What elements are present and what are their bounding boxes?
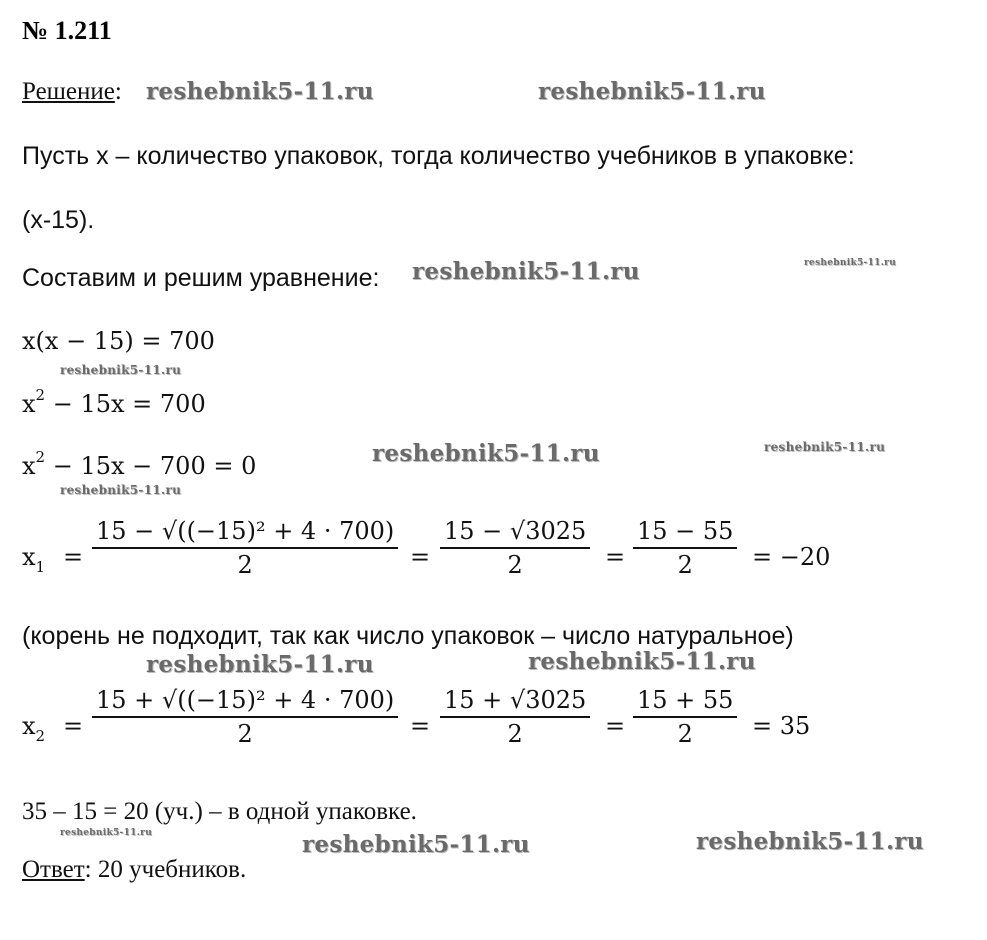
- x1-numerator-1: 15 − √((−15)² + 4 · 700): [96, 517, 395, 545]
- watermark: reshebnik5-11.ru: [146, 651, 374, 678]
- x1-numerator-3: 15 − 55: [637, 517, 734, 545]
- answer-text: : 20 учебников.: [84, 856, 247, 883]
- compose-line: Составим и решим уравнение:: [22, 264, 380, 292]
- x2-label: [22, 712, 46, 745]
- x2-sub: 2: [35, 727, 46, 745]
- x1-denominator-1: 2: [237, 551, 253, 579]
- answer-label: Ответ: [22, 856, 85, 883]
- x1-result: = −20: [752, 543, 831, 571]
- watermark: reshebnik5-11.ru: [528, 648, 756, 675]
- eq2-exponent: 2: [35, 386, 46, 404]
- x1-fraction-3: [633, 517, 737, 579]
- x2-eq-sign-2: =: [410, 712, 431, 740]
- x1-fraction-1: [92, 517, 398, 579]
- equation-1: x(x − 15) = 700: [22, 327, 215, 355]
- eq3-base: x: [22, 452, 36, 480]
- x1-var: x: [22, 543, 36, 571]
- eq2-rest: − 15x = 700: [45, 390, 206, 418]
- x2-numerator-1: 15 + √((−15)² + 4 · 700): [96, 686, 395, 714]
- watermark: reshebnik5-11.ru: [302, 831, 530, 858]
- x1-eq-sign: =: [63, 543, 84, 571]
- watermark: reshebnik5-11.ru: [538, 78, 766, 105]
- watermark: reshebnik5-11.ru: [60, 483, 182, 497]
- x2-result: = 35: [752, 712, 811, 740]
- x2-fraction-3: [633, 686, 737, 748]
- equation-3: [22, 448, 257, 480]
- watermark: reshebnik5-11.ru: [412, 258, 640, 285]
- intro-line: Пусть x – количество упаковок, тогда количество учебников в упаковке:: [22, 142, 855, 170]
- watermark: reshebnik5-11.ru: [60, 363, 182, 377]
- x2-numerator-3: 15 + 55: [637, 686, 734, 714]
- watermark: reshebnik5-11.ru: [146, 78, 374, 105]
- eq2-base: x: [22, 390, 36, 418]
- calculation-line: 35 – 15 = 20 (уч.) – в одной упаковке.: [22, 798, 417, 825]
- solution-label: Решение: [22, 78, 115, 105]
- x2-fraction-2: [440, 686, 590, 748]
- x1-denominator-2: 2: [507, 551, 523, 579]
- x2-eq-sign-3: =: [605, 712, 626, 740]
- expression-line: (x-15).: [22, 206, 95, 234]
- note-line: (корень не подходит, так как число упаковок – число натуральное): [22, 622, 794, 650]
- problem-number: № 1.211: [22, 16, 112, 45]
- x1-fraction-2: [440, 517, 590, 579]
- x1-denominator-3: 2: [677, 551, 693, 579]
- watermark: reshebnik5-11.ru: [696, 828, 924, 855]
- solution-heading: [22, 78, 122, 106]
- equation-2: [22, 386, 206, 418]
- x2-var: x: [22, 712, 36, 740]
- eq3-rest: − 15x − 700 = 0: [45, 452, 257, 480]
- x2-denominator-1: 2: [237, 720, 253, 748]
- eq3-exponent: 2: [35, 448, 46, 466]
- x2-numerator-2: 15 + √3025: [444, 686, 587, 714]
- x2-eq-sign: =: [63, 712, 84, 740]
- x1-eq-sign-3: =: [605, 543, 626, 571]
- watermark: reshebnik5-11.ru: [804, 258, 897, 268]
- x2-denominator-3: 2: [677, 720, 693, 748]
- x1-numerator-2: 15 − √3025: [444, 517, 587, 545]
- x2-fraction-1: [92, 686, 398, 748]
- watermark: reshebnik5-11.ru: [764, 440, 886, 454]
- solution-colon: :: [114, 78, 122, 105]
- x1-eq-sign-2: =: [410, 543, 431, 571]
- watermark: reshebnik5-11.ru: [372, 440, 600, 467]
- x1-sub: 1: [35, 558, 46, 576]
- watermark: reshebnik5-11.ru: [60, 828, 153, 838]
- x2-denominator-2: 2: [507, 720, 523, 748]
- x1-label: [22, 543, 46, 576]
- answer-line: [22, 856, 246, 884]
